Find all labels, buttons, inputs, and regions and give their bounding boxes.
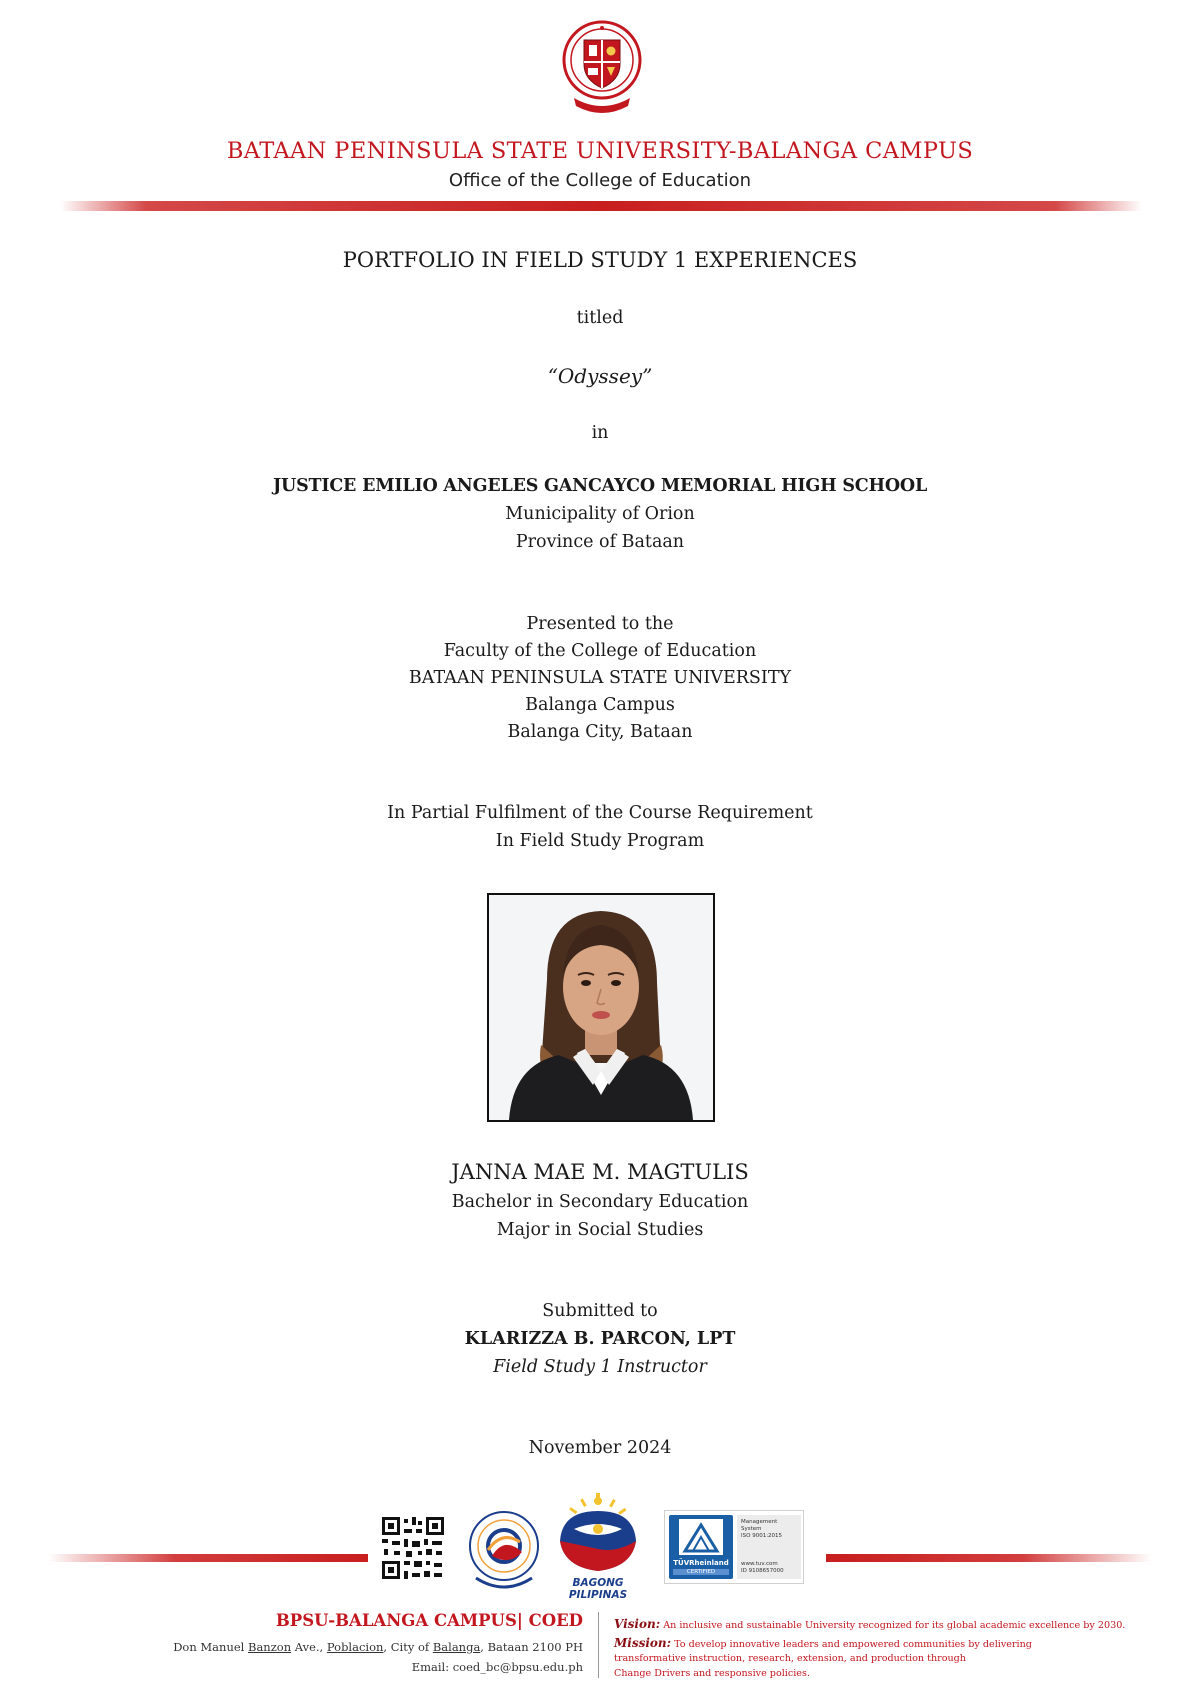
portrait-icon [489, 895, 713, 1120]
document-title: PORTFOLIO IN FIELD STUDY 1 EXPERIENCES [342, 248, 858, 272]
address-part-4: , Bataan 2100 PH [480, 1640, 583, 1654]
footer-vertical-divider [598, 1612, 599, 1678]
bagong-pilipinas-logo-icon [552, 1493, 644, 1573]
address-part-2: Ave., [291, 1640, 327, 1654]
student-name: JANNA MAE M. MAGTULIS [451, 1160, 749, 1184]
office-name: Office of the College of Education [448, 170, 752, 191]
school-municipality: Municipality of Orion [505, 504, 695, 524]
presented-line-5: Balanga City, Bataan [507, 722, 693, 742]
footer-divider-left [48, 1554, 368, 1562]
tuv-info-panel [737, 1515, 801, 1579]
submitted-to-label: Submitted to [542, 1301, 658, 1321]
tuv-url-label: www.tuv.com [741, 1561, 778, 1567]
address-balanga: Balanga [432, 1640, 481, 1654]
tuv-brand-label: TÜVRheinland [673, 1559, 729, 1567]
footer-campus-name: BPSU-BALANGA CAMPUS| COED [275, 1611, 583, 1630]
submission-date: November 2024 [528, 1438, 672, 1458]
vision-statement [614, 1617, 1174, 1631]
footer-address [80, 1640, 583, 1654]
tuv-id-label: ID 9108657000 [741, 1568, 784, 1574]
mission-label: Mission: [614, 1636, 672, 1650]
tuv-management-label: Management [741, 1519, 778, 1525]
mission-text-3: Change Drivers and responsive policies. [614, 1668, 810, 1679]
tuv-certified-label: CERTIFIED [673, 1569, 729, 1575]
purpose-line-2: In Field Study Program [495, 831, 705, 851]
in-label: in [591, 423, 609, 443]
quality-award-logo-icon [466, 1506, 542, 1592]
presented-line-1: Presented to the [526, 614, 674, 634]
tuv-iso-label: ISO 9001:2015 [741, 1533, 783, 1539]
student-major: Major in Social Studies [496, 1220, 704, 1240]
presented-line-2: Faculty of the College of Education [443, 641, 757, 661]
header-divider [60, 201, 1142, 211]
titled-label: titled [576, 308, 624, 328]
school-province: Province of Bataan [515, 532, 685, 552]
tuv-certification-badge [664, 1510, 804, 1584]
school-name: JUSTICE EMILIO ANGELES GANCAYCO MEMORIAL HIGH SCHOOL [272, 476, 928, 496]
bagong-pilipinas-label: BAGONG PILIPINAS [568, 1577, 628, 1601]
purpose-line-1: In Partial Fulfilment of the Course Requirement [387, 803, 813, 823]
address-banzon: Banzon [248, 1640, 292, 1654]
mission-text-1: To develop innovative leaders and empowered communities by delivering [671, 1639, 1032, 1650]
qr-code-icon [380, 1515, 446, 1581]
university-name: BATAAN PENINSULA STATE UNIVERSITY-BALANGA CAMPUS [226, 138, 974, 164]
address-poblacion: Poblacion [326, 1640, 384, 1654]
tuv-system-label: System [741, 1526, 762, 1532]
address-part-3: , City of [383, 1640, 433, 1654]
footer-email: Email: coed_bc@bpsu.edu.ph [411, 1660, 583, 1674]
mission-text-2: transformative instruction, research, extension, and production through [614, 1653, 966, 1664]
instructor-role: Field Study 1 Instructor [493, 1357, 707, 1377]
footer-divider-right [826, 1554, 1152, 1562]
university-seal-icon [562, 18, 642, 122]
tuv-triangle-icon [675, 1517, 727, 1557]
instructor-name: KLARIZZA B. PARCON, LPT [464, 1329, 736, 1349]
student-degree: Bachelor in Secondary Education [451, 1192, 749, 1212]
presented-line-4: Balanga Campus [525, 695, 675, 715]
vision-text: An inclusive and sustainable University recognized for its global academic excellence by 2030. [660, 1620, 1126, 1631]
mission-statement [614, 1636, 1174, 1650]
student-photo [487, 893, 715, 1122]
presented-line-3: BATAAN PENINSULA STATE UNIVERSITY [408, 668, 792, 688]
portfolio-name: “Odyssey” [547, 364, 653, 388]
vision-label: Vision: [614, 1617, 661, 1631]
address-part-1: Don Manuel [173, 1640, 248, 1654]
